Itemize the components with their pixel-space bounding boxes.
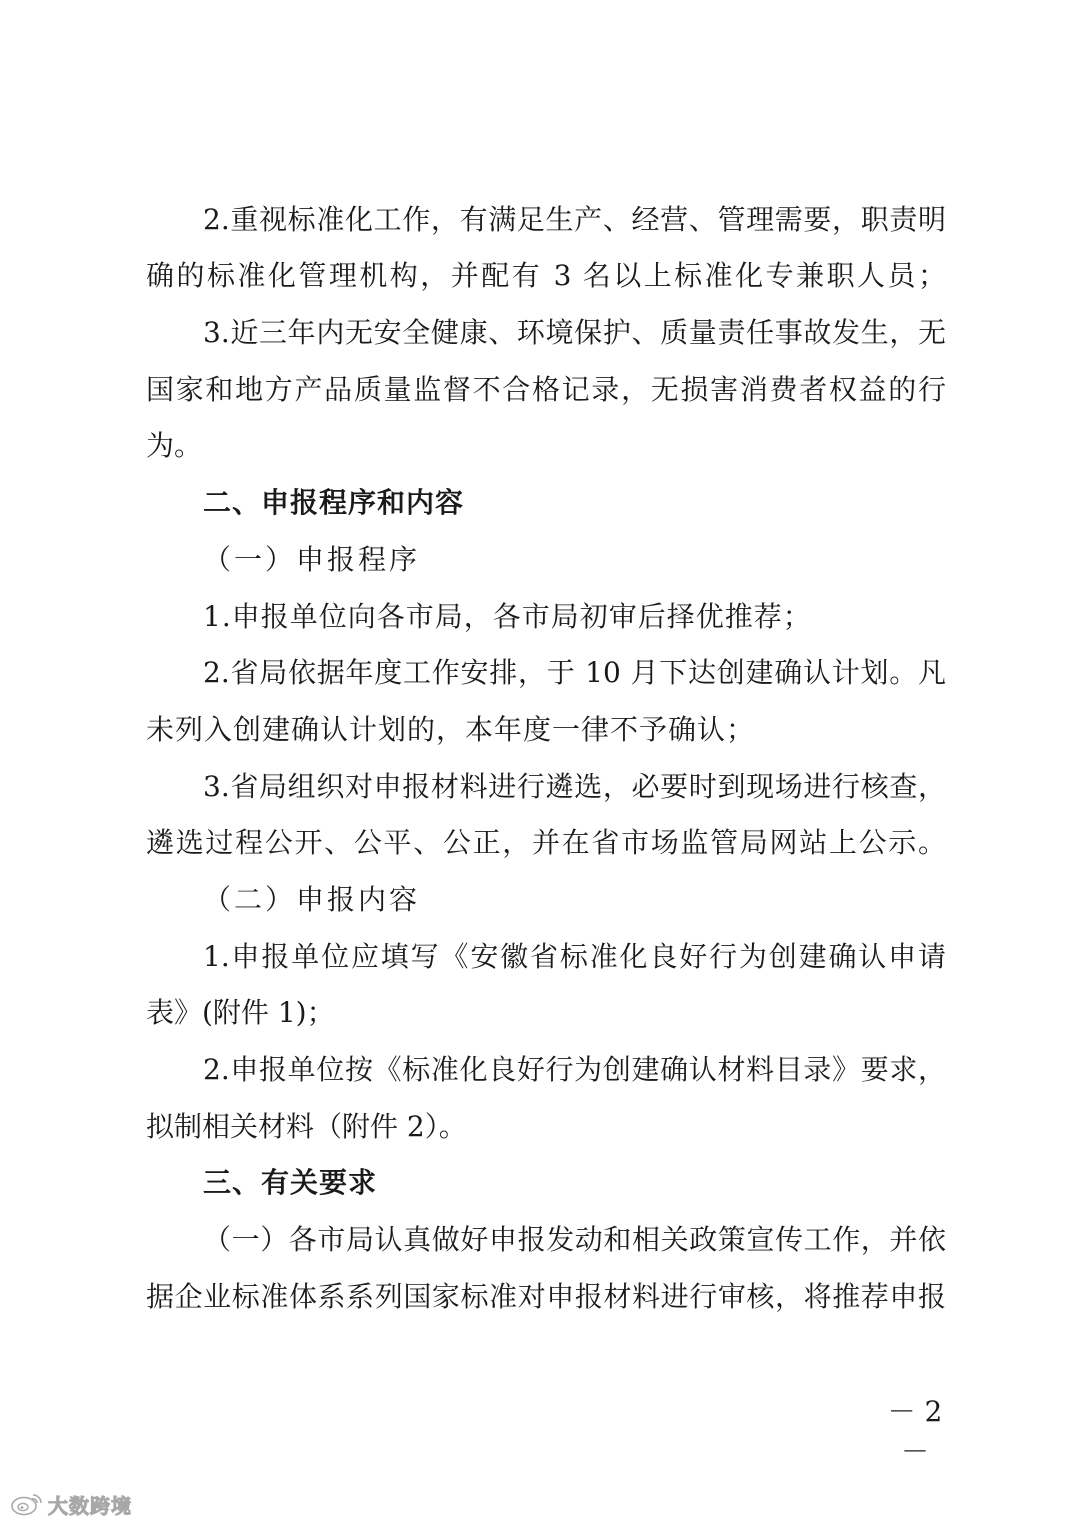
paragraph-line: 未列入创建确认计划的，本年度一律不予确认； <box>146 713 756 746</box>
paragraph-line: 2.省局依据年度工作安排，于 10 月下达创建确认计划。凡 <box>203 656 946 689</box>
section-heading: 二、申报程序和内容 <box>203 486 465 519</box>
paragraph-line: 遴选过程公开、公平、公正，并在省市场监管局网站上公示。 <box>146 826 946 859</box>
paragraph-line: 2.申报单位按《标准化良好行为创建确认材料目录》要求， <box>203 1053 946 1086</box>
paragraph-line: 1.申报单位向各市局，各市局初审后择优推荐； <box>203 600 812 633</box>
paragraph-line: 为。 <box>146 429 203 462</box>
watermark <box>10 1488 132 1520</box>
paragraph-line: 1.申报单位应填写《安徽省标准化良好行为创建确认申请 <box>203 940 946 973</box>
paragraph-line: 据企业标准体系系列国家标准对申报材料进行审核，将推荐申报 <box>146 1280 946 1313</box>
paragraph-line: 国家和地方产品质量监督不合格记录，无损害消费者权益的行 <box>146 373 946 406</box>
paragraph-line: 拟制相关材料（附件 2）。 <box>146 1110 467 1143</box>
paragraph-line: 3.近三年内无安全健康、环境保护、质量责任事故发生，无 <box>203 316 946 349</box>
section-heading: 三、有关要求 <box>203 1166 378 1199</box>
paragraph-line: （一）各市局认真做好申报发动和相关政策宣传工作，并依 <box>203 1223 946 1256</box>
subsection-heading: （二）申报内容 <box>203 883 421 916</box>
paragraph-line: 2.重视标准化工作，有满足生产、经营、管理需要，职责明 <box>203 203 946 236</box>
watermark-text: 大数跨境 <box>48 1493 132 1518</box>
paragraph-line: 3.省局组织对申报材料进行遴选，必要时到现场进行核查， <box>203 770 946 803</box>
page-number: － 2 － <box>887 1395 943 1468</box>
weibo-logo-icon <box>10 1491 44 1517</box>
paragraph-line: 确的标准化管理机构，并配有 3 名以上标准化专兼职人员； <box>146 259 946 292</box>
subsection-heading: （一）申报程序 <box>203 543 421 576</box>
paragraph-line: 表》(附件 1)； <box>146 996 335 1029</box>
